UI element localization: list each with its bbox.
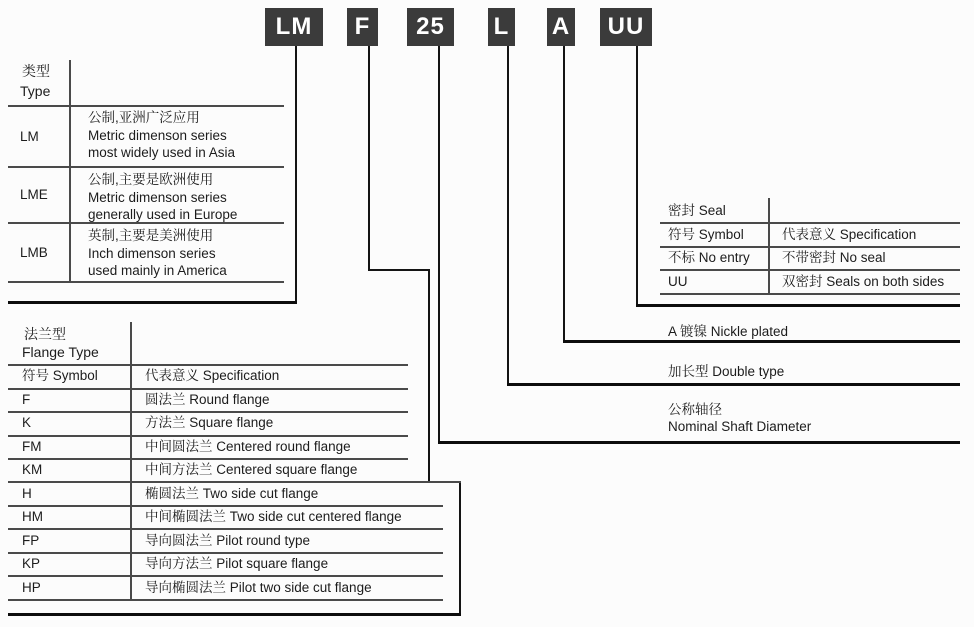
- seal-table-line: [660, 293, 960, 295]
- type-desc-en: Metric dimenson series: [88, 190, 227, 205]
- type-desc-en: Metric dimenson series: [88, 128, 227, 143]
- code-box-series: LM: [265, 8, 323, 46]
- connector-seal-baseline: [636, 304, 960, 307]
- connector-f-vertical-3: [459, 481, 461, 616]
- type-table-line: [8, 105, 284, 107]
- flange-table-line: [8, 528, 443, 530]
- shaft-diameter-label-zh: 公称轴径: [668, 402, 722, 417]
- flange-spec: 中间圆法兰 Centered round flange: [145, 439, 351, 454]
- connector-lm-vertical: [295, 46, 297, 303]
- flange-symbol: FP: [22, 533, 40, 548]
- flange-table-line: [8, 364, 408, 366]
- seal-col-spec: 代表意义 Specification: [782, 227, 917, 242]
- connector-lm-baseline: [8, 301, 297, 304]
- type-table-line: [8, 281, 284, 283]
- flange-symbol: KP: [22, 556, 41, 571]
- type-code: LMB: [20, 245, 48, 260]
- type-table-line: [8, 166, 284, 168]
- type-code: LM: [20, 129, 39, 144]
- connector-diameter-vertical: [438, 46, 440, 444]
- plating-label: A 镀镍 Nickle plated: [668, 324, 789, 339]
- flange-table-line: [8, 411, 408, 413]
- flange-col-spec: 代表意义 Specification: [145, 368, 280, 383]
- flange-symbol: HP: [22, 580, 41, 595]
- flange-table-line: [8, 435, 408, 437]
- seal-table-line: [660, 246, 960, 248]
- flange-table-header-en: Flange Type: [22, 344, 99, 360]
- type-table-header-en: Type: [20, 83, 51, 99]
- flange-table-line: [8, 388, 408, 390]
- flange-table-line: [8, 458, 408, 460]
- type-desc-en: generally used in Europe: [88, 207, 238, 222]
- flange-symbol: K: [22, 415, 32, 430]
- type-code: LME: [20, 187, 48, 202]
- flange-spec: 导向方法兰 Pilot square flange: [145, 556, 329, 571]
- rule-plating: [563, 340, 960, 343]
- code-box-diameter: 25: [407, 8, 454, 46]
- flange-table-line: [8, 552, 443, 554]
- connector-f-baseline: [8, 613, 461, 616]
- flange-table-header-zh: 法兰型: [24, 326, 66, 342]
- length-type-label: 加长型 Double type: [668, 364, 785, 379]
- type-desc-zh: 公制,亚洲广泛应用: [88, 110, 200, 125]
- flange-table-line: [8, 575, 443, 577]
- code-box-plating: A: [547, 8, 575, 46]
- type-table-divider: [69, 60, 71, 281]
- flange-spec: 导向椭圆法兰 Pilot two side cut flange: [145, 580, 372, 595]
- flange-spec: 方法兰 Square flange: [145, 415, 274, 430]
- rule-shaft-diameter: [438, 441, 960, 444]
- type-desc-zh: 公制,主要是欧洲使用: [88, 172, 214, 187]
- flange-table-line: [8, 505, 443, 507]
- code-box-flange: F: [347, 8, 378, 46]
- flange-symbol: F: [22, 392, 31, 407]
- rule-length-type: [507, 383, 960, 386]
- seal-spec: 双密封 Seals on both sides: [782, 274, 945, 289]
- flange-col-symbol: 符号 Symbol: [22, 368, 98, 383]
- seal-table-line: [660, 222, 960, 224]
- flange-symbol: KM: [22, 462, 43, 477]
- type-desc-zh: 英制,主要是美洲使用: [88, 228, 214, 243]
- connector-seal-vertical: [636, 46, 638, 307]
- shaft-diameter-label-en: Nominal Shaft Diameter: [668, 419, 812, 434]
- type-table-header-zh: 类型: [22, 63, 50, 79]
- flange-spec: 中间方法兰 Centered square flange: [145, 462, 358, 477]
- flange-symbol: FM: [22, 439, 42, 454]
- seal-table-title: 密封 Seal: [668, 203, 726, 218]
- flange-spec: 中间椭圆法兰 Two side cut centered flange: [145, 509, 402, 524]
- seal-table-line: [660, 269, 960, 271]
- seal-col-symbol: 符号 Symbol: [668, 227, 744, 242]
- connector-f-vertical-2: [428, 269, 430, 483]
- seal-symbol: UU: [668, 274, 688, 289]
- connector-f-vertical-1: [368, 46, 370, 271]
- code-box-seal: UU: [600, 8, 652, 46]
- connector-length-vertical: [507, 46, 509, 385]
- flange-symbol: HM: [22, 509, 43, 524]
- seal-spec: 不带密封 No seal: [782, 250, 886, 265]
- flange-symbol: H: [22, 486, 32, 501]
- connector-f-jog-1: [368, 269, 430, 271]
- flange-spec: 椭圆法兰 Two side cut flange: [145, 486, 319, 501]
- code-box-length: L: [488, 8, 515, 46]
- type-desc-en: Inch dimenson series: [88, 246, 216, 261]
- flange-table-line: [8, 599, 443, 601]
- flange-table-line: [8, 481, 461, 483]
- type-desc-en: most widely used in Asia: [88, 145, 236, 160]
- seal-symbol: 不标 No entry: [668, 250, 750, 265]
- connector-plating-vertical: [563, 46, 565, 342]
- type-desc-en: used mainly in America: [88, 263, 227, 278]
- flange-spec: 导向圆法兰 Pilot round type: [145, 533, 311, 548]
- flange-spec: 圆法兰 Round flange: [145, 392, 270, 407]
